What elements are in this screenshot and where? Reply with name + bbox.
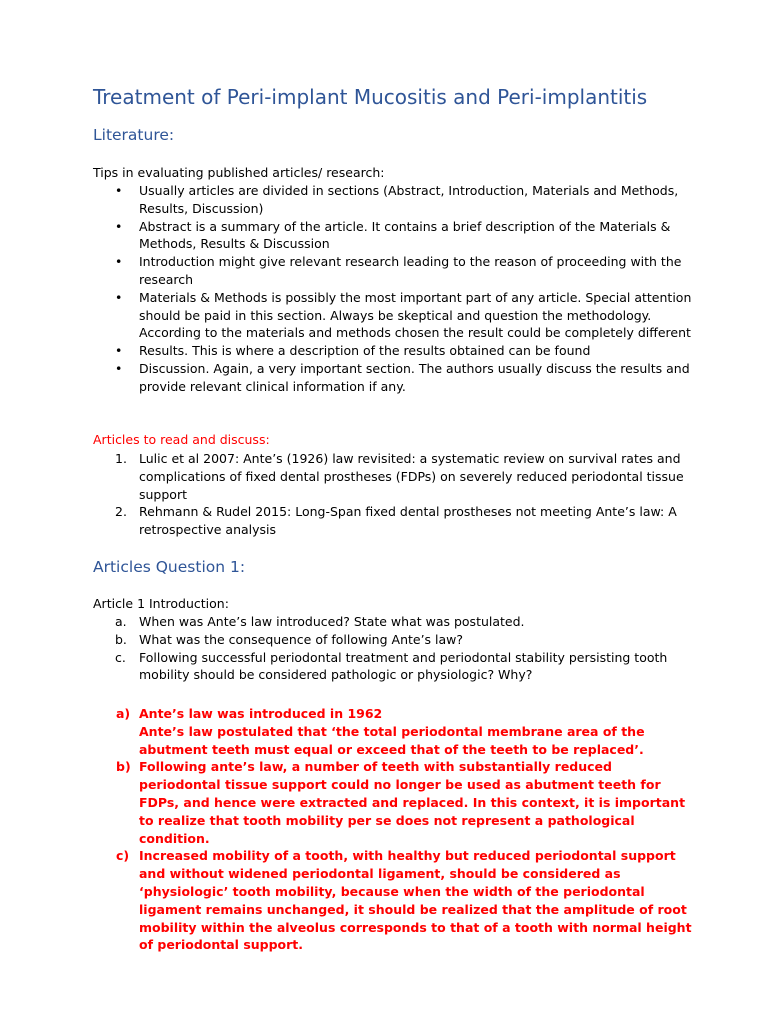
list-item: a. When was Ante’s law introduced? State what was postulated. bbox=[115, 614, 525, 629]
bullet-icon: • bbox=[115, 183, 123, 198]
list-item: 2. Rehmann & Rudel 2015: Long-Span fixed dental prostheses not meeting Ante’s law: A retrospective analysis bbox=[115, 504, 677, 538]
articles-list bbox=[93, 450, 693, 539]
questions-list bbox=[93, 613, 693, 684]
list-item: 1. Lulic et al 2007: Ante’s (1926) law revisited: a systematic review on survival rates and complications of fixed dental prostheses (FDPs) on severely reduced periodontal tissue support bbox=[115, 451, 684, 502]
answers-list bbox=[93, 705, 693, 954]
question-heading: Articles Question 1: bbox=[93, 558, 246, 576]
bullet-icon: • bbox=[115, 289, 123, 305]
bullet-icon: • bbox=[115, 254, 123, 270]
document-title: Treatment of Peri-implant Mucositis and Peri-implantitis bbox=[93, 85, 648, 109]
literature-heading: Literature: bbox=[93, 126, 175, 144]
list-item: c) Increased mobility of a tooth, with healthy but reduced periodontal support and without widened periodontal ligament, should be considered as ‘physiologic’ tooth mobility, because when the width of the periodontal ligament remains unchanged, it should be realized that the amplitude of root mobility within the alveolus corresponds to that of a tooth with normal height of periodontal support. bbox=[116, 848, 692, 953]
bullet-icon: • bbox=[115, 360, 123, 376]
list-item: • Introduction might give relevant research leading to the reason of proceeding with the research bbox=[115, 254, 682, 287]
article1-intro: Article 1 Introduction: bbox=[93, 596, 229, 611]
bullet-icon: • bbox=[115, 343, 123, 359]
list-item: • Abstract is a summary of the article. It contains a brief description of the Materials & Methods, Results & Discussion bbox=[115, 218, 671, 252]
tips-intro: Tips in evaluating published articles/ research: bbox=[93, 165, 385, 180]
list-item: • Results. This is where a description of the results obtained can be found bbox=[115, 343, 591, 359]
list-item: • Usually articles are divided in sections (Abstract, Introduction, Materials and Methods, Results, Discussion) bbox=[115, 183, 679, 216]
list-item: b) Following ante’s law, a number of teeth with substantially reduced periodontal tissue support could no longer be used as abutment teeth for FDPs, and hence were extracted and replaced. In this context, it is important to realize that tooth mobility per se does not represent a pathological condition. bbox=[116, 759, 686, 846]
list-item: • Materials & Methods is possibly the most important part of any article. Special attention should be paid in this section. Always be skeptical and question the methodology. According to the materials and methods chosen the result could be completely different bbox=[115, 289, 692, 341]
tips-list bbox=[93, 182, 693, 396]
list-item: c. Following successful periodontal treatment and periodontal stability persisting tooth mobility should be considered pathologic or physiologic? Why? bbox=[115, 649, 668, 683]
list-item: b. What was the consequence of following Ante’s law? bbox=[115, 631, 464, 647]
list-item: a) Ante’s law was introduced in 1962 Ante’s law postulated that ‘the total periodontal membrane area of the abutment teeth must equal or exceed that of the teeth to be replaced’. bbox=[116, 706, 645, 757]
articles-label: Articles to read and discuss: bbox=[93, 432, 270, 447]
bullet-icon: • bbox=[115, 218, 123, 234]
list-item: • Discussion. Again, a very important section. The authors usually discuss the results and provide relevant clinical information if any. bbox=[115, 360, 690, 394]
